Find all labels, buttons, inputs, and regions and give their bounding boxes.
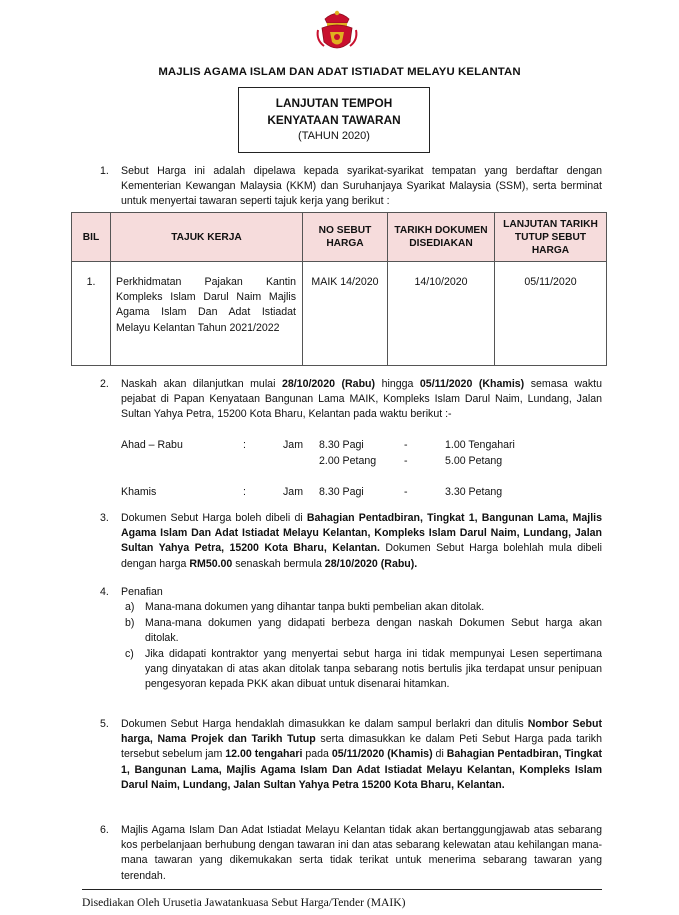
title-line-2: KENYATAAN TAWARAN xyxy=(267,113,401,127)
schedule-end: 5.00 Petang xyxy=(445,455,503,467)
maik-crest-icon xyxy=(312,6,362,56)
section-6-number: 6. xyxy=(100,824,109,836)
schedule-colon: : xyxy=(243,486,246,498)
section-3-location: Bahagian Pentadbiran, Tingkat 1, Bangunan Lama, Majlis Agama Islam Dan Adat Istiadat Melayu Kelantan, Kompleks Islam Darul Naim, Lundang, Jalan Sultan Yahya Petra, 15200 Kota Bharu, Kelantan. xyxy=(121,512,602,555)
table-header-row xyxy=(72,213,607,262)
schedule-dash: - xyxy=(404,486,408,498)
section-5-bold-fields: Nombor Sebut harga, Nama Projek dan Tarikh Tutup xyxy=(121,718,602,746)
schedule-start: 8.30 Pagi xyxy=(319,439,364,451)
section-2-date-from: 28/10/2020 (Rabu) xyxy=(281,378,376,390)
organization-name: MAJLIS AGAMA ISLAM DAN ADAT ISTIADAT MELAYU KELANTAN xyxy=(158,66,521,78)
cell-lanjutan-tarikh: 05/11/2020 xyxy=(495,262,607,366)
col-header-lanjutan-tarikh: LANJUTAN TARIKH TUTUP SEBUT HARGA xyxy=(495,213,607,262)
footer-text: Disediakan Oleh Urusetia Jawatankuasa Sebut Harga/Tender (MAIK) xyxy=(82,896,406,909)
col-header-no-sebut-harga: NO SEBUT HARGA xyxy=(303,213,388,262)
col-header-bil: BIL xyxy=(72,213,111,262)
title-year: (TAHUN 2020) xyxy=(298,130,370,142)
section-3-text-c: senaskah bermula xyxy=(232,557,325,570)
cell-tajuk: Perkhidmatan Pajakan Kantin Kompleks Islam Darul Naim Majlis Agama Islam Dan Adat Istiadat Melayu Kelantan Tahun 2021/2022 xyxy=(111,262,303,366)
schedule-start: 8.30 Pagi xyxy=(319,486,364,498)
title-line-1: LANJUTAN TEMPOH xyxy=(275,96,393,110)
section-3-price: RM50.00 xyxy=(189,557,233,570)
section-3-text xyxy=(121,511,602,572)
section-4-number: 4. xyxy=(100,586,109,598)
cell-no-sebut-harga: MAIK 14/2020 xyxy=(303,262,388,366)
section-5-text-b: serta dimasukkan ke dalam Peti Sebut Harga pada tarikh tersebut sebelum jam xyxy=(121,733,602,761)
section-5-text-c: pada xyxy=(302,748,332,761)
schedule-day: Ahad – Rabu xyxy=(121,439,183,451)
footer-divider xyxy=(82,889,602,890)
section-4-heading: Penafian xyxy=(121,586,163,598)
col-header-tajuk: TAJUK KERJA xyxy=(111,213,303,262)
section-2-text-b: hingga xyxy=(375,378,420,390)
table-row xyxy=(72,262,607,366)
disclaimer-b-label: b) xyxy=(125,617,135,629)
schedule-start: 2.00 Petang xyxy=(319,455,377,467)
schedule-dash: - xyxy=(404,439,408,451)
section-2-date-to: 05/11/2020 (Khamis) xyxy=(419,378,525,390)
section-5-text-a: Dokumen Sebut Harga hendaklah dimasukkan ke dalam sampul berlakri dan ditulis xyxy=(121,718,528,730)
section-5-deadline: 12.00 tengahari xyxy=(225,748,303,761)
tender-table xyxy=(71,212,607,366)
schedule-jam: Jam xyxy=(283,486,304,498)
col-header-tarikh-dokumen: TARIKH DOKUMEN DISEDIAKAN xyxy=(388,213,495,262)
section-2-text xyxy=(121,377,602,423)
schedule-end: 1.00 Tengahari xyxy=(445,439,515,451)
schedule-jam: Jam xyxy=(283,439,304,451)
schedule-end: 3.30 Petang xyxy=(445,486,503,498)
section-3-text-b: Dokumen Sebut Harga bolehlah mula dibeli dengan harga xyxy=(121,542,602,570)
section-2-text-c: semasa waktu pejabat di Papan Kenyataan Bangunan Lama MAIK, Kompleks Islam Darul Naim, Lundang, Jalan Sultan Yahya Petra, 15200 Kota Bharu, Kelantan pada waktu berikut :- xyxy=(121,378,602,421)
section-6-text: Majlis Agama Islam Dan Adat Istiadat Melayu Kelantan tidak akan bertanggungjawab atas sebarang kos perbelanjaan berhubung dengan tawaran ini dan atas sebarang kelewatan atau kehilangan mana-mana tawaran yang dikemukakan serta tidak terikat untuk menerima sebarang tawaran yang terendah. xyxy=(121,824,602,882)
section-1-number: 1. xyxy=(100,165,109,177)
section-1-text: Sebut Harga ini adalah dipelawa kepada syarikat-syarikat tempatan yang berdaftar dengan Kementerian Kewangan Malaysia (KKM) dan Suruhanjaya Syarikat Malaysia (SSM), serta berminat untuk menyertai tawaran seperti tajuk kerja yang berikut : xyxy=(121,165,602,208)
section-5-text-d: di xyxy=(432,748,447,761)
schedule-dash: - xyxy=(404,455,408,467)
cell-bil: 1. xyxy=(72,262,111,366)
disclaimer-c-label: c) xyxy=(125,648,134,660)
section-3-text-a: Dokumen Sebut Harga boleh dibeli di xyxy=(121,512,307,524)
disclaimer-c-text: Jika didapati kontraktor yang menyertai sebut harga ini tidak mempunyai Lesen sepertimana yang dinyatakan di atas akan ditolak tanpa sebarang notis bertulis jika terdapat unsur penipuan pengesyoran kepada PKK akan dibuat untuk disenarai hitamkan. xyxy=(145,648,602,691)
disclaimer-b-text: Mana-mana dokumen yang didapati berbeza dengan naskah Dokumen Sebut harga akan ditolak. xyxy=(145,617,602,645)
section-2-number: 2. xyxy=(100,378,109,390)
disclaimer-a-text: Mana-mana dokumen yang dihantar tanpa bukti pembelian akan ditolak. xyxy=(145,601,485,613)
section-3-number: 3. xyxy=(100,512,109,524)
section-5-location: Bahagian Pentadbiran, Tingkat 1, Bangunan Lama, Majlis Agama Islam Dan Adat Istiadat Melayu Kelantan, Kompleks Islam Darul Naim, Lundang, Jalan Sultan Yahya Petra 15200 Kota Bharu, Kelantan. xyxy=(121,748,602,791)
section-5-date: 05/11/2020 (Khamis) xyxy=(331,748,433,761)
schedule-day: Khamis xyxy=(121,486,157,498)
schedule-colon: : xyxy=(243,439,246,451)
disclaimer-a-label: a) xyxy=(125,601,135,613)
section-5-number: 5. xyxy=(100,718,109,730)
title-box xyxy=(238,87,430,153)
section-5-text xyxy=(121,717,602,793)
section-2-text-a: Naskah akan dilanjutkan mulai xyxy=(121,378,282,390)
cell-tarikh-dokumen: 14/10/2020 xyxy=(388,262,495,366)
section-3-date: 28/10/2020 (Rabu). xyxy=(324,557,418,570)
